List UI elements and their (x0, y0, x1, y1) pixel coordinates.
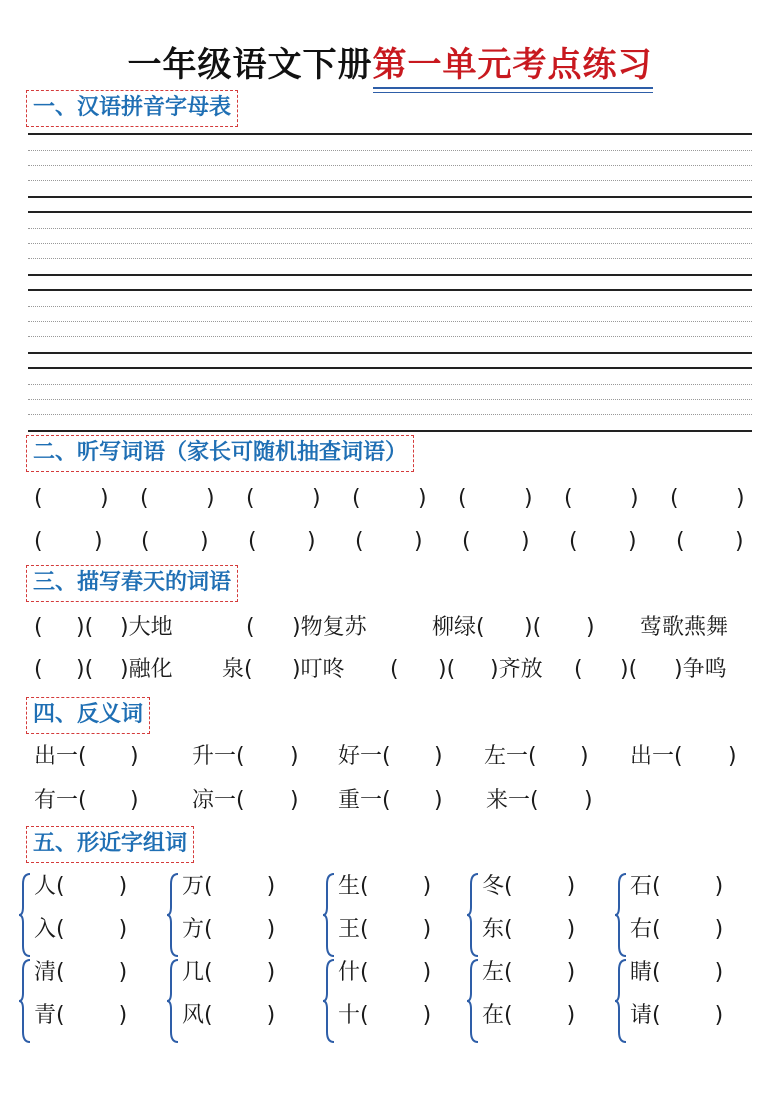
char-item: 东( (482, 917, 513, 942)
char-item: 风( (182, 1003, 213, 1028)
writing-line-group[interactable] (28, 133, 752, 211)
bracket-close: ) (630, 486, 639, 511)
spring-word: 柳绿( (432, 615, 485, 640)
bracket-close: ) (521, 529, 530, 554)
bracket-open: ( (352, 486, 361, 511)
antonym-item: 好一( (338, 744, 391, 769)
char-item: 人( (34, 874, 65, 899)
bracket-close: ) (434, 744, 443, 769)
bracket-close: ) (312, 486, 321, 511)
bracket-open: ( (246, 615, 255, 640)
antonym-item: 重一( (338, 788, 391, 813)
curly-brace-icon (166, 958, 180, 1044)
bracket-open: ( (569, 529, 578, 554)
bracket-open: ( (574, 657, 583, 682)
char-item: 几( (182, 960, 213, 985)
bracket-open: ( (141, 529, 150, 554)
bracket-open: ( (34, 657, 43, 682)
bracket-close: ) (266, 1003, 276, 1028)
bracket-close: ) (118, 1003, 128, 1028)
bracket-close: ) (206, 486, 215, 511)
section-heading-antonyms: 四、反义词 (26, 697, 150, 734)
antonym-item: 来一( (486, 788, 539, 813)
bracket-close: ) (714, 960, 724, 985)
antonym-item: 出一( (630, 744, 683, 769)
bracket-close: ) (566, 1003, 576, 1028)
bracket-close: ) (566, 960, 576, 985)
bracket-close: ) (524, 486, 533, 511)
bracket-close: ) (94, 529, 103, 554)
spring-word: 泉( (222, 657, 253, 682)
char-item: 在( (482, 1003, 513, 1028)
bracket-close: ) (728, 744, 737, 769)
bracket-close: ) (100, 486, 109, 511)
spring-word: )大地 (120, 615, 173, 640)
antonym-item: 左一( (484, 744, 537, 769)
bracket-close: ) (118, 874, 128, 899)
bracket-open: ( (462, 529, 471, 554)
bracket-close: ) (418, 486, 427, 511)
bracket-close: ) (307, 529, 316, 554)
antonym-item: 升一( (192, 744, 245, 769)
curly-brace-icon (18, 958, 32, 1044)
bracket-pair: )( (76, 657, 94, 682)
bracket-close: ) (566, 874, 576, 899)
bracket-pair: )( (438, 657, 456, 682)
bracket-close: ) (266, 874, 276, 899)
bracket-open: ( (34, 615, 43, 640)
curly-brace-icon (466, 872, 480, 958)
bracket-close: ) (118, 917, 128, 942)
bracket-close: ) (422, 960, 432, 985)
char-item: 十( (338, 1003, 369, 1028)
bracket-close: ) (414, 529, 423, 554)
curly-brace-icon (466, 958, 480, 1044)
bracket-close: ) (736, 486, 745, 511)
bracket-pair: )( (524, 615, 542, 640)
bracket-close: ) (434, 788, 443, 813)
bracket-close: ) (586, 615, 595, 640)
bracket-open: ( (246, 486, 255, 511)
section-heading-similar-chars: 五、形近字组词 (26, 826, 194, 863)
bracket-close: ) (422, 874, 432, 899)
spring-word: 莺歌燕舞 (640, 615, 729, 640)
bracket-pair: )( (76, 615, 94, 640)
bracket-open: ( (248, 529, 257, 554)
bracket-open: ( (355, 529, 364, 554)
bracket-open: ( (34, 529, 43, 554)
bracket-close: ) (628, 529, 637, 554)
bracket-close: ) (714, 874, 724, 899)
antonym-item: 出一( (34, 744, 87, 769)
bracket-close: ) (714, 917, 724, 942)
spring-word: )融化 (120, 657, 173, 682)
bracket-open: ( (140, 486, 149, 511)
char-item: 左( (482, 960, 513, 985)
curly-brace-icon (166, 872, 180, 958)
bracket-close: ) (422, 1003, 432, 1028)
bracket-close: ) (290, 788, 299, 813)
curly-brace-icon (614, 872, 628, 958)
bracket-close: ) (580, 744, 589, 769)
char-item: 入( (34, 917, 65, 942)
curly-brace-icon (322, 872, 336, 958)
curly-brace-icon (18, 872, 32, 958)
antonym-item: 凉一( (192, 788, 245, 813)
title-unit: 第一单元考点练习 (373, 40, 653, 90)
writing-line-group[interactable] (28, 211, 752, 289)
curly-brace-icon (614, 958, 628, 1044)
bracket-close: ) (130, 744, 139, 769)
spring-word: )物复苏 (292, 615, 367, 640)
writing-lines[interactable] (28, 133, 752, 445)
bracket-close: ) (714, 1003, 724, 1028)
section-heading-dictation: 二、听写词语（家长可随机抽查词语） (26, 435, 414, 472)
bracket-close: ) (266, 960, 276, 985)
char-item: 石( (630, 874, 661, 899)
char-item: 请( (630, 1003, 661, 1028)
bracket-open: ( (670, 486, 679, 511)
bracket-close: ) (584, 788, 593, 813)
char-item: 什( (338, 960, 369, 985)
char-item: 右( (630, 917, 661, 942)
title-grade: 一年级语文下册 (127, 45, 373, 85)
bracket-open: ( (564, 486, 573, 511)
section-heading-spring: 三、描写春天的词语 (26, 565, 238, 602)
writing-line-group[interactable] (28, 289, 752, 367)
bracket-close: ) (130, 788, 139, 813)
char-item: 方( (182, 917, 213, 942)
char-item: 万( (182, 874, 213, 899)
char-item: 青( (34, 1003, 65, 1028)
bracket-close: ) (266, 917, 276, 942)
bracket-close: ) (735, 529, 744, 554)
curly-brace-icon (322, 958, 336, 1044)
bracket-close: ) (118, 960, 128, 985)
char-item: 生( (338, 874, 369, 899)
spring-word: )争鸣 (674, 657, 727, 682)
char-item: 王( (338, 917, 369, 942)
char-item: 清( (34, 960, 65, 985)
antonym-item: 有一( (34, 788, 87, 813)
char-item: 睛( (630, 960, 661, 985)
char-item: 冬( (482, 874, 513, 899)
bracket-close: ) (200, 529, 209, 554)
bracket-close: ) (566, 917, 576, 942)
spring-word: )齐放 (490, 657, 543, 682)
bracket-open: ( (676, 529, 685, 554)
page-title (0, 40, 780, 90)
section-heading-pinyin: 一、汉语拼音字母表 (26, 90, 238, 127)
bracket-close: ) (422, 917, 432, 942)
writing-line-group[interactable] (28, 367, 752, 445)
bracket-close: ) (290, 744, 299, 769)
bracket-open: ( (458, 486, 467, 511)
bracket-open: ( (390, 657, 399, 682)
bracket-pair: )( (620, 657, 638, 682)
bracket-open: ( (34, 486, 43, 511)
spring-word: )叮咚 (292, 657, 345, 682)
